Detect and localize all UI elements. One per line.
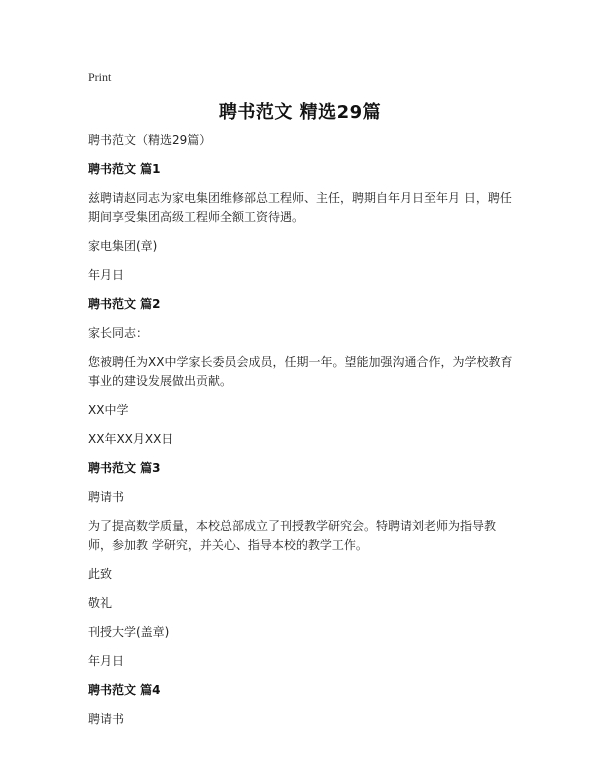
print-label: Print xyxy=(88,70,112,84)
paragraph: 您被聘任为XX中学家长委员会成员，任期一年。望能加强沟通合作，为学校教育事业的建设发展做出贡献。 xyxy=(88,355,513,388)
paragraph: 家长同志： xyxy=(88,326,149,340)
paragraph: 兹聘请赵同志为家电集团维修部总工程师、主任，聘期自年月日至年月 日，聘任期间享受集团高级工程师全额工资待遇。 xyxy=(88,191,512,224)
section-heading-3: 聘书范文 篇3 xyxy=(88,461,161,475)
document-title: 聘书范文 精选29篇 xyxy=(218,102,382,123)
paragraph: 聘请书 xyxy=(88,712,125,726)
document-body xyxy=(88,131,518,739)
subtitle: 聘书范文（精选29篇） xyxy=(88,133,212,147)
section-heading-2: 聘书范文 篇2 xyxy=(88,297,161,311)
section-heading-1: 聘书范文 篇1 xyxy=(88,162,161,176)
paragraph: 年月日 xyxy=(88,268,125,282)
paragraph: 年月日 xyxy=(88,654,125,668)
section-heading-4: 聘书范文 篇4 xyxy=(88,683,161,697)
paragraph: XX中学 xyxy=(88,403,129,417)
paragraph: 刊授大学(盖章) xyxy=(88,625,170,639)
paragraph: 此致 xyxy=(88,567,113,581)
paragraph: 为了提高数学质量，本校总部成立了刊授教学研究会。特聘请刘老师为指导教师，参加教 学研究，并关心、指导本校的教学工作。 xyxy=(88,519,497,552)
paragraph: 敬礼 xyxy=(88,596,113,610)
paragraph: 家电集团(章) xyxy=(88,239,158,253)
paragraph: 聘请书 xyxy=(88,490,125,504)
paragraph: XX年XX月XX日 xyxy=(88,432,174,446)
